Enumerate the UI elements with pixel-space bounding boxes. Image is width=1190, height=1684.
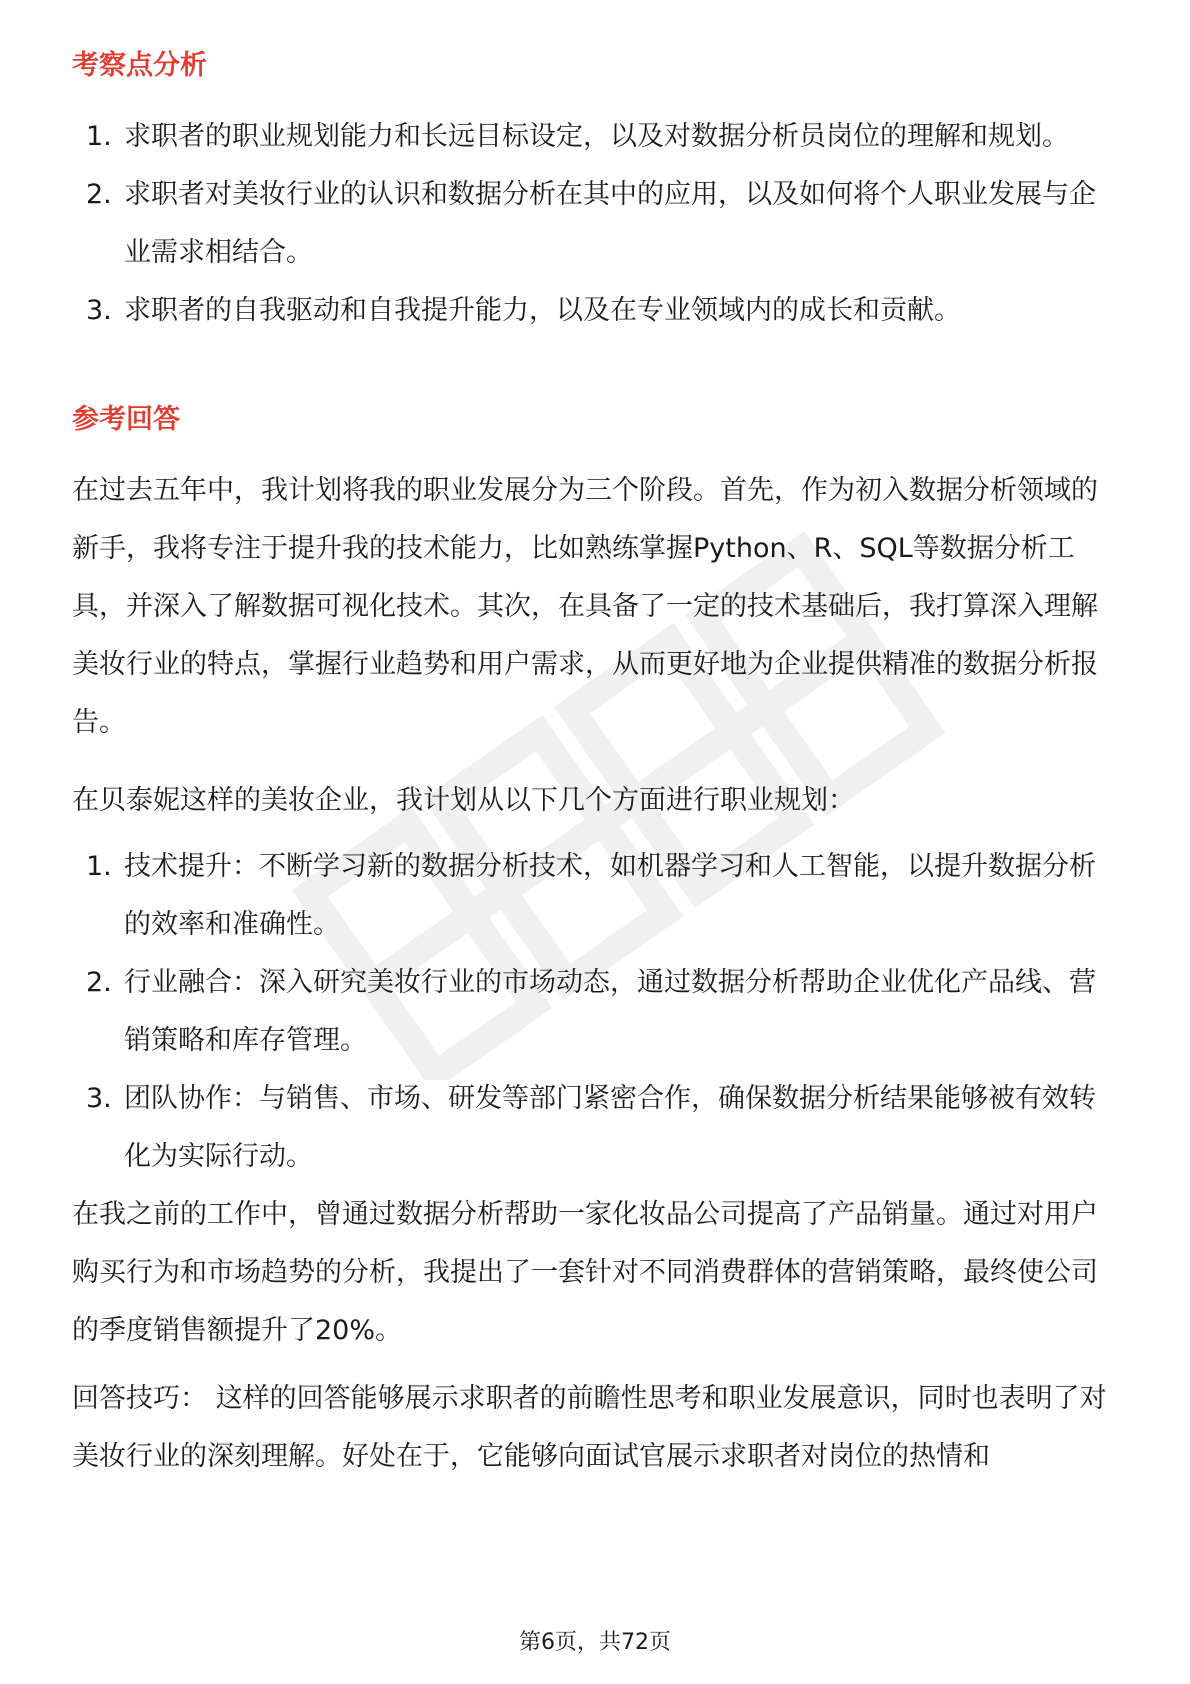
- list-item: [72, 282, 1122, 340]
- list-number: 2.: [86, 967, 112, 998]
- list-number: 3.: [86, 1083, 112, 1114]
- list-item: [72, 954, 1122, 1070]
- list-item: [72, 166, 1122, 282]
- list-number: 3.: [86, 295, 112, 326]
- answer-paragraph-2: 在贝泰妮这样的美妆企业，我计划从以下几个方面进行职业规划：: [72, 785, 855, 816]
- list-text: 求职者的职业规划能力和长远目标设定，以及对数据分析员岗位的理解和规划。: [124, 121, 1069, 152]
- list-item: [72, 108, 1122, 166]
- answer-paragraph-3: 在我之前的工作中，曾通过数据分析帮助一家化妆品公司提高了产品销量。通过对用户购买行为和市场趋势的分析，我提出了一套针对不同消费群体的营销策略，最终使公司的季度销售额提升了20%。: [72, 1199, 1098, 1346]
- list-number: 2.: [86, 179, 112, 210]
- list-text: 求职者对美妆行业的认识和数据分析在其中的应用，以及如何将个人职业发展与企业需求相结合。: [124, 179, 1096, 268]
- list-text: 团队协作：与销售、市场、研发等部门紧密合作，确保数据分析结果能够被有效转化为实际行动。: [124, 1083, 1096, 1172]
- list-number: 1.: [86, 851, 112, 882]
- answer-paragraph-1: 在过去五年中，我计划将我的职业发展分为三个阶段。首先，作为初入数据分析领域的新手，我将专注于提升我的技术能力，比如熟练掌握Python、R、SQL等数据分析工具，并深入了解数据可视化技术。其次，在具备了一定的技术基础后，我打算深入理解美妆行业的特点，掌握行业趋势和用户需求，从而更好地为企业提供精准的数据分析报告。: [72, 475, 1098, 738]
- list-text: 技术提升：不断学习新的数据分析技术，如机器学习和人工智能，以提升数据分析的效率和准确性。: [124, 851, 1096, 940]
- list-number: 1.: [86, 121, 112, 152]
- answer-tips-paragraph: 回答技巧： 这样的回答能够展示求职者的前瞻性思考和职业发展意识，同时也表明了对美妆行业的深刻理解。好处在于，它能够向面试官展示求职者对岗位的热情和: [72, 1383, 1107, 1472]
- list-text: 求职者的自我驱动和自我提升能力，以及在专业领域内的成长和贡献。: [124, 295, 961, 326]
- list-item: [72, 838, 1122, 954]
- list-item: [72, 1070, 1122, 1186]
- plan-list: [72, 838, 1122, 1186]
- section-heading-answer: 参考回答: [72, 404, 180, 435]
- list-text: 行业融合：深入研究美妆行业的市场动态，通过数据分析帮助企业优化产品线、营销策略和库存管理。: [124, 967, 1096, 1056]
- page-footer: 第6页，共72页: [519, 1630, 671, 1655]
- section-heading-analysis: 考察点分析: [72, 50, 207, 81]
- analysis-list: [72, 108, 1122, 340]
